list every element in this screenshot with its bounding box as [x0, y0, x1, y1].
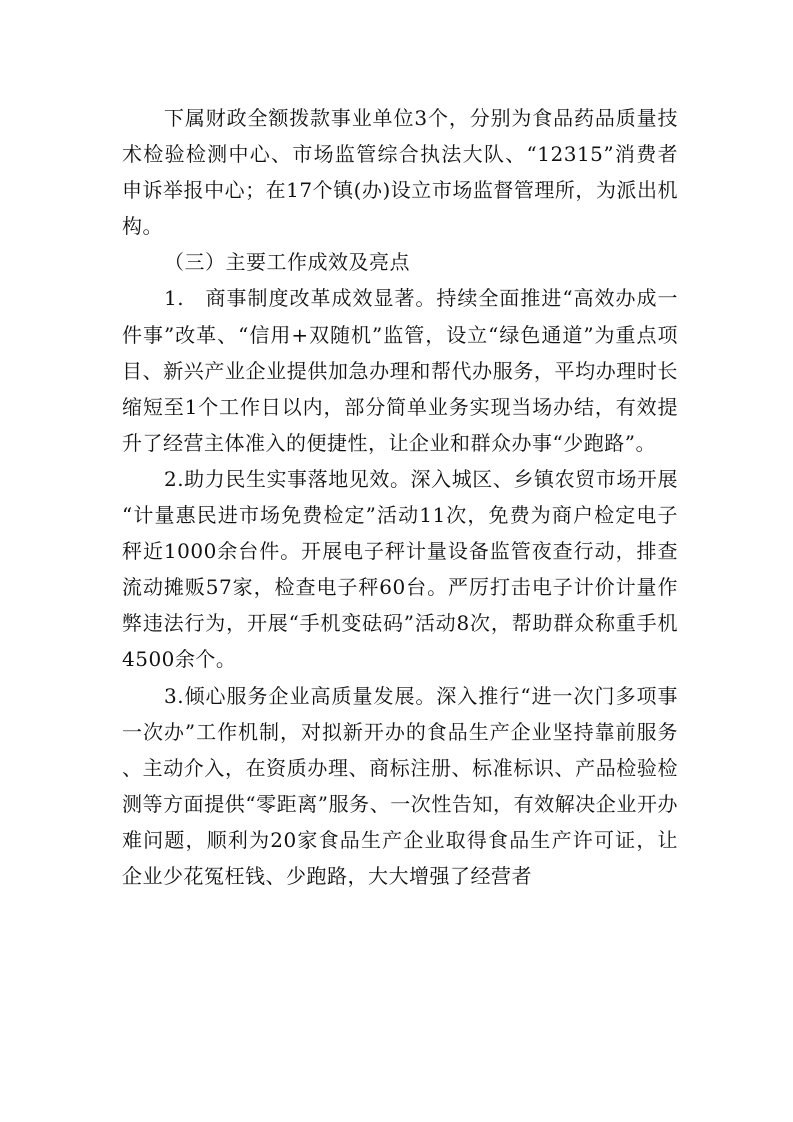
section-heading-achievements: （三）主要工作成效及亮点 [164, 250, 410, 275]
paragraph-subordinate-units: 下属财政全额拨款事业单位3个，分别为食品药品质量技术检验检测中心、市场监管综合执法大队、“12315”消费者申诉举报中心；在17个镇(办)设立市场监督管理所，为派出机构。 [122, 106, 678, 239]
paragraph-business-reform: 1. 商事制度改革成效显著。持续全面推进“高效办成一件事”改革、“信用+双随机”监管，设立“绿色通道”为重点项目、新兴产业企业提供加急办理和帮代办服务，平均办理时长缩短至1个工作日以内，部分简单业务实现当场办结，有效提升了经营主体准入的便捷性，让企业和群众办事“少跑路”。 [122, 286, 678, 455]
paragraph-enterprise-service: 3.倾心服务企业高质量发展。深入推行“进一次门多项事一次办”工作机制，对拟新开办的食品生产企业坚持靠前服务、主动介入，在资质办理、商标注册、标准标识、产品检验检测等方面提供“零距离”服务、一次性告知，有效解决企业开办难问题，顺利为20家食品生产企业取得食品生产许可证，让企业少花冤枉钱、少跑路，大大增强了经营者 [122, 683, 678, 888]
document-body [122, 100, 678, 894]
paragraph-livelihood-projects: 2.助力民生实事落地见效。深入城区、乡镇农贸市场开展“计量惠民进市场免费检定”活动11次，免费为商户检定电子秤近1000余台件。开展电子秤计量设备监管夜查行动，排查流动摊贩57家，检查电子秤60台。严厉打击电子计价计量作弊违法行为，开展“手机变砝码”活动8次，帮助群众称重手机4500余个。 [122, 466, 678, 672]
